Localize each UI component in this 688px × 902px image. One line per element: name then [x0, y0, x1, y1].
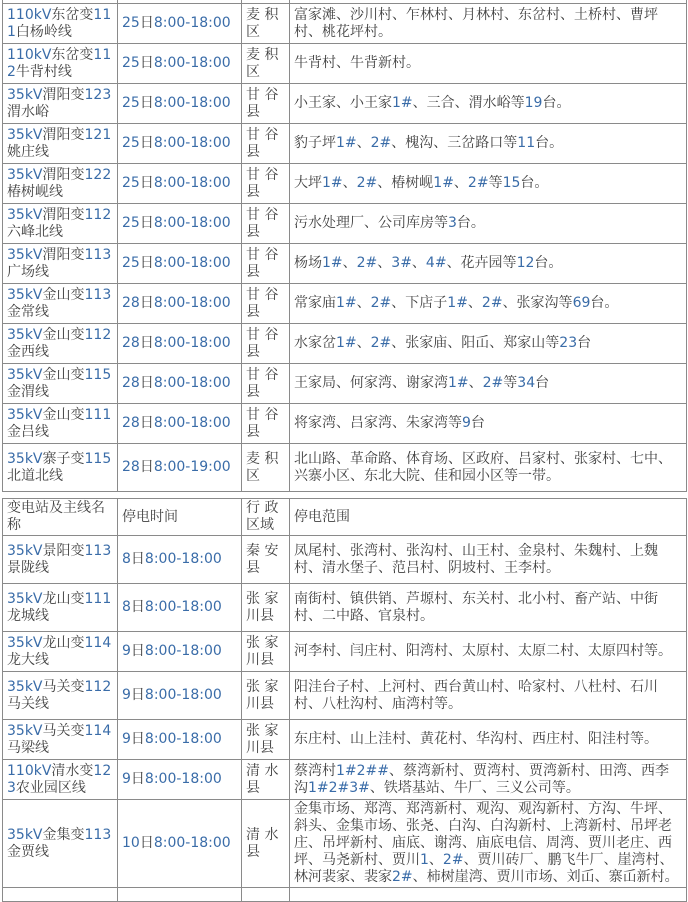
outage-row	[3, 720, 687, 760]
line-cell: 35kV景阳变113景陇线	[3, 536, 118, 584]
region-cell: 甘 谷县	[242, 284, 290, 324]
outage-row	[3, 284, 687, 324]
region-cell: 麦 积区	[242, 444, 290, 492]
outage-table-lower	[2, 498, 687, 902]
empty-cell	[290, 888, 687, 902]
time-cell: 25日8:00-18:00	[118, 44, 242, 84]
outage-row	[3, 404, 687, 444]
range-cell: 蔡湾村1#2##、蔡湾新村、贾湾村、贾湾新村、田湾、西李沟1#2#3#、铁塔基站、牛厂、三义公司等。	[290, 760, 687, 800]
empty-cell	[242, 888, 290, 902]
range-cell: 阳洼台子村、上河村、西台黄山村、哈家村、八杜村、石川村、八杜沟村、庙湾村等。	[290, 672, 687, 720]
line-cell: 35kV龙山变114龙大线	[3, 632, 118, 672]
region-cell: 甘 谷县	[242, 84, 290, 124]
region-cell: 麦 积区	[242, 44, 290, 84]
range-cell: 富家滩、沙川村、乍林村、月林村、东岔村、土桥村、曹坪村、桃花坪村。	[290, 4, 687, 44]
region-cell: 麦 积区	[242, 4, 290, 44]
line-cell: 35kV渭阳变121姚庄线	[3, 124, 118, 164]
time-cell: 25日8:00-18:00	[118, 84, 242, 124]
line-cell: 35kV马关变112马关线	[3, 672, 118, 720]
outage-row	[3, 364, 687, 404]
outage-row	[3, 444, 687, 492]
outage-row	[3, 44, 687, 84]
range-cell: 东庄村、山上洼村、黄花村、华沟村、西庄村、阳洼村等。	[290, 720, 687, 760]
empty-cell	[118, 888, 242, 902]
region-cell: 甘 谷县	[242, 204, 290, 244]
region-cell: 张 家川县	[242, 632, 290, 672]
time-cell: 25日8:00-18:00	[118, 164, 242, 204]
line-cell: 35kV金山变113金常线	[3, 284, 118, 324]
time-cell: 25日8:00-18:00	[118, 204, 242, 244]
region-cell: 秦 安县	[242, 536, 290, 584]
region-cell: 张 家川县	[242, 720, 290, 760]
region-cell: 甘 谷县	[242, 324, 290, 364]
range-cell: 凤尾村、张湾村、张沟村、山王村、金泉村、朱魏村、上魏村、清水堡子、范吕村、阴坡村、王李村。	[290, 536, 687, 584]
outage-row	[3, 124, 687, 164]
region-cell: 甘 谷县	[242, 164, 290, 204]
clipped-row-bottom	[3, 888, 687, 902]
outage-row	[3, 244, 687, 284]
time-cell: 28日8:00-18:00	[118, 364, 242, 404]
outage-row	[3, 760, 687, 800]
range-cell: 大坪1#、2#、椿树岘1#、2#等15台。	[290, 164, 687, 204]
line-cell: 35kV马关变114马梁线	[3, 720, 118, 760]
range-cell: 污水处理厂、公司库房等3台。	[290, 204, 687, 244]
outage-row	[3, 4, 687, 44]
time-cell: 8日8:00-18:00	[118, 584, 242, 632]
outage-row	[3, 324, 687, 364]
range-cell: 王家局、何家湾、谢家湾1#、2#等34台	[290, 364, 687, 404]
range-cell: 小王家、小王家1#、三合、渭水峪等19台。	[290, 84, 687, 124]
header-outage-time: 停电时间	[118, 499, 242, 536]
line-cell: 35kV金山变112金西线	[3, 324, 118, 364]
table-header-row	[3, 499, 687, 536]
time-cell: 9日8:00-18:00	[118, 720, 242, 760]
line-cell: 35kV金山变111金吕线	[3, 404, 118, 444]
outage-row	[3, 84, 687, 124]
line-cell: 35kV金山变115金渭线	[3, 364, 118, 404]
range-cell: 将家湾、吕家湾、朱家湾等9台	[290, 404, 687, 444]
line-cell: 110kV东岔变112牛背村线	[3, 44, 118, 84]
time-cell: 25日8:00-18:00	[118, 244, 242, 284]
time-cell: 28日8:00-19:00	[118, 444, 242, 492]
time-cell: 28日8:00-18:00	[118, 404, 242, 444]
range-cell: 北山路、革命路、体育场、区政府、吕家村、张家村、七中、兴寨小区、东北大院、佳和园小区等一带。	[290, 444, 687, 492]
region-cell: 甘 谷县	[242, 404, 290, 444]
outage-row	[3, 800, 687, 888]
range-cell: 南街村、镇供销、芦塬村、东关村、北小村、畜产站、中街村、二中路、官泉村。	[290, 584, 687, 632]
range-cell: 金集市场、郑湾、郑湾新村、观沟、观沟新村、方沟、牛坪、斜头、金集市场、张尧、白沟、白沟新村、上湾新村、吊坪老庄、吊坪新村、庙底、谢湾、庙底电信、周湾、贾川老庄、西坪、马尧新村、贾川1、2#、贾川砖厂、鹏飞牛厂、崖湾村、林河裴家、裴家2#、柿树崖湾、贾川市场、刘屲、寨屲新村。	[290, 800, 687, 888]
time-cell: 28日8:00-18:00	[118, 324, 242, 364]
outage-row	[3, 164, 687, 204]
region-cell: 甘 谷县	[242, 244, 290, 284]
line-cell: 35kV渭阳变123渭水峪	[3, 84, 118, 124]
range-cell: 豹子坪1#、2#、槐沟、三岔路口等11台。	[290, 124, 687, 164]
region-cell: 清 水县	[242, 760, 290, 800]
time-cell: 9日8:00-18:00	[118, 760, 242, 800]
header-region: 行 政区域	[242, 499, 290, 536]
header-outage-range: 停电范围	[290, 499, 687, 536]
range-cell: 牛背村、牛背新村。	[290, 44, 687, 84]
range-cell: 河李村、闫庄村、阳湾村、太原村、太原二村、太原四村等。	[290, 632, 687, 672]
outage-row	[3, 672, 687, 720]
range-cell: 杨场1#、2#、3#、4#、花卉园等12台。	[290, 244, 687, 284]
header-line-name: 变电站及主线名称	[3, 499, 118, 536]
line-cell: 35kV龙山变111龙城线	[3, 584, 118, 632]
time-cell: 8日8:00-18:00	[118, 536, 242, 584]
outage-row	[3, 536, 687, 584]
region-cell: 张 家川县	[242, 672, 290, 720]
region-cell: 清 水县	[242, 800, 290, 888]
region-cell: 甘 谷县	[242, 124, 290, 164]
time-cell: 9日8:00-18:00	[118, 632, 242, 672]
region-cell: 张 家川县	[242, 584, 290, 632]
line-cell: 110kV东岔变111白杨岭线	[3, 4, 118, 44]
time-cell: 25日8:00-18:00	[118, 124, 242, 164]
range-cell: 水家岔1#、2#、张家庙、阳屲、郑家山等23台	[290, 324, 687, 364]
line-cell: 35kV寨子变115北道北线	[3, 444, 118, 492]
empty-cell	[3, 888, 118, 902]
outage-row	[3, 204, 687, 244]
range-cell: 常家庙1#、2#、下店子1#、2#、张家沟等69台。	[290, 284, 687, 324]
outage-row	[3, 632, 687, 672]
line-cell: 35kV渭阳变113广场线	[3, 244, 118, 284]
line-cell: 35kV渭阳变122椿树岘线	[3, 164, 118, 204]
outage-table-upper	[2, 0, 687, 492]
time-cell: 28日8:00-18:00	[118, 284, 242, 324]
region-cell: 甘 谷县	[242, 364, 290, 404]
line-cell: 110kV清水变123农业园区线	[3, 760, 118, 800]
line-cell: 35kV渭阳变112六峰北线	[3, 204, 118, 244]
time-cell: 9日8:00-18:00	[118, 672, 242, 720]
time-cell: 10日8:00-18:00	[118, 800, 242, 888]
outage-row	[3, 584, 687, 632]
time-cell: 25日8:00-18:00	[118, 4, 242, 44]
line-cell: 35kV金集变113金贾线	[3, 800, 118, 888]
